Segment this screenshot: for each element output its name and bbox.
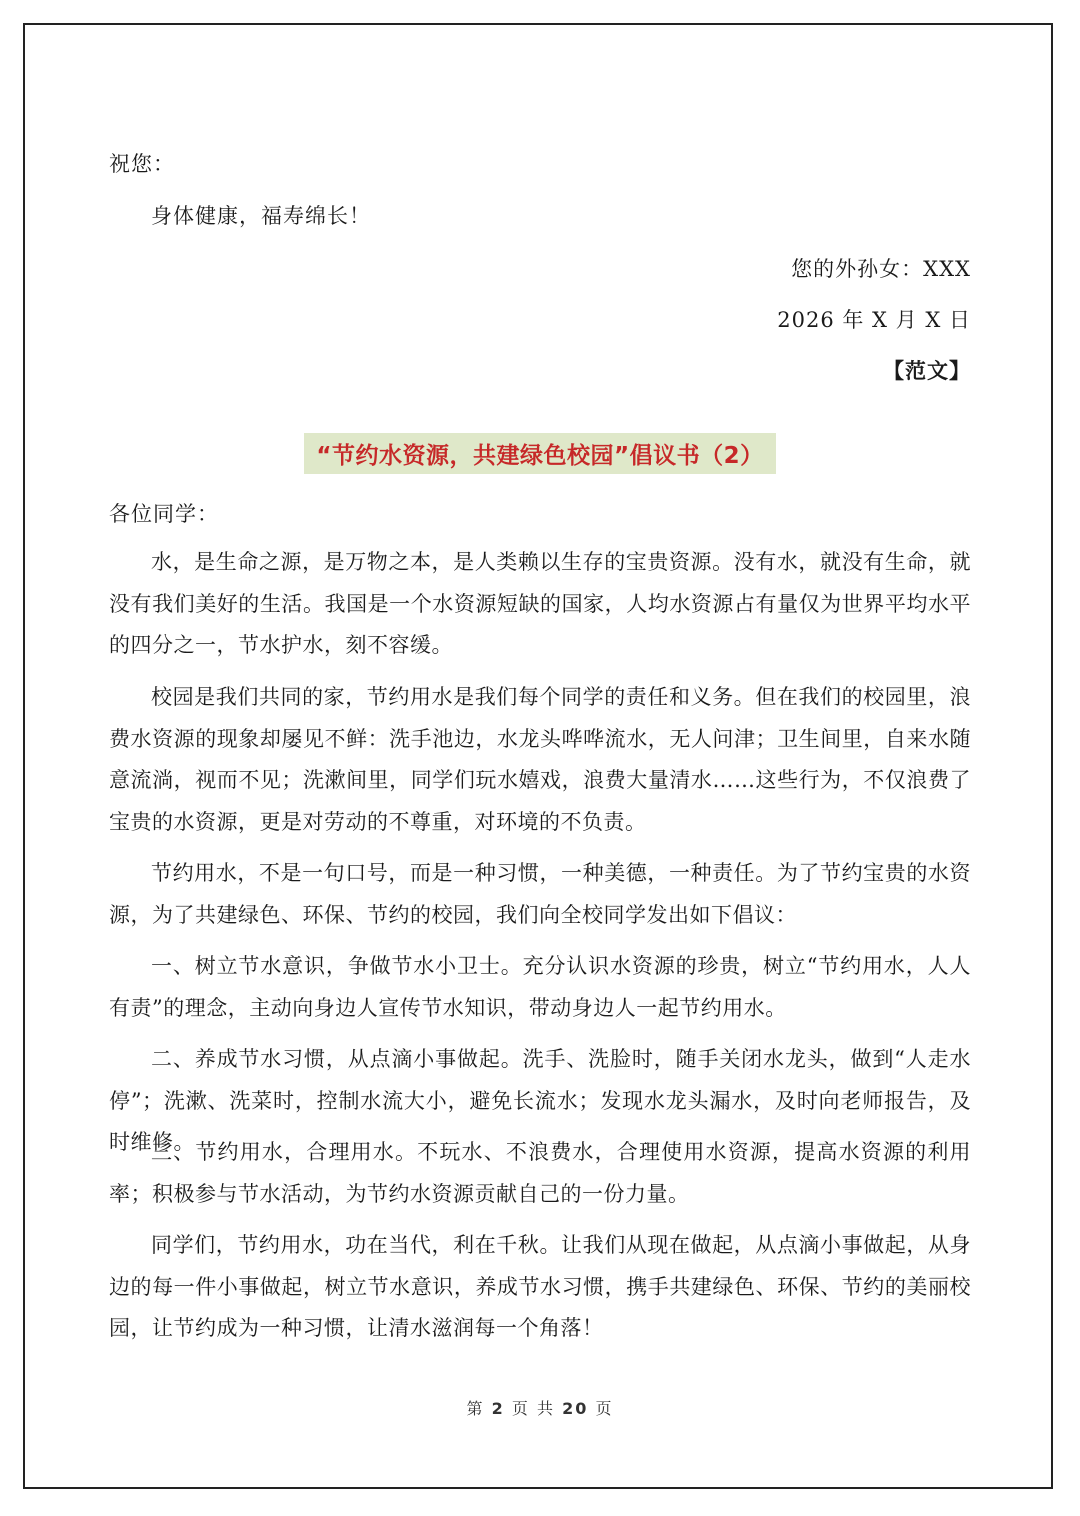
proposal-paragraph-3: 节约用水，不是一句口号，而是一种习惯，一种美德，一种责任。为了节约宝贵的水资源，为了共建绿色、环保、节约的校园，我们向全校同学发出如下倡议：	[109, 861, 971, 927]
page-footer	[0, 1396, 1080, 1419]
footer-suffix: 页	[595, 1399, 614, 1418]
letter-wish: 身体健康，福寿绵长！	[151, 204, 371, 228]
proposal-paragraph-6: 三、节约用水，合理用水。不玩水、不浪费水，合理使用水资源，提高水资源的利用率；积极参与节水活动，为节约水资源贡献自己的一份力量。	[109, 1140, 971, 1206]
proposal-paragraph-2: 校园是我们共同的家，节约用水是我们每个同学的责任和义务。但在我们的校园里，浪费水资源的现象却屡见不鲜：洗手池边，水龙头哗哗流水，无人问津；卫生间里，自来水随意流淌，视而不见；洗漱间里，同学们玩水嬉戏，浪费大量清水……这些行为，不仅浪费了宝贵的水资源，更是对劳动的不尊重，对环境的不负责。	[109, 685, 971, 834]
proposal-paragraph-5: 二、养成节水习惯，从点滴小事做起。洗手、洗脸时，随手关闭水龙头，做到“人走水停”；洗漱、洗菜时，控制水流大小，避免长流水；发现水龙头漏水，及时向老师报告，及时维修。	[109, 1047, 971, 1154]
proposal-paragraph-4: 一、树立节水意识，争做节水小卫士。充分认识水资源的珍贵，树立“节约用水，人人有责”的理念，主动向身边人宣传节水知识，带动身边人一起节约用水。	[109, 954, 971, 1020]
proposal-paragraph-7: 同学们，节约用水，功在当代，利在千秋。让我们从现在做起，从点滴小事做起，从身边的每一件小事做起，树立节水意识，养成节水习惯，携手共建绿色、环保、节约的美丽校园，让节约成为一种习惯，让清水滋润每一个角落！	[109, 1233, 971, 1340]
footer-prefix: 第	[466, 1399, 485, 1418]
proposal-title-row	[0, 433, 1080, 474]
footer-current-page: 2	[491, 1399, 505, 1418]
letter-signature: 您的外孙女：XXX	[791, 257, 971, 281]
sample-label: 【范文】	[883, 359, 971, 383]
proposal-greeting: 各位同学：	[109, 502, 219, 526]
proposal-paragraph-1: 水，是生命之源，是万物之本，是人类赖以生存的宝贵资源。没有水，就没有生命，就没有我们美好的生活。我国是一个水资源短缺的国家，人均水资源占有量仅为世界平均水平的四分之一，节水护水，刻不容缓。	[109, 550, 971, 657]
proposal-title: “节约水资源，共建绿色校园”倡议书（2）	[304, 433, 775, 474]
footer-middle: 页 共	[511, 1399, 555, 1418]
footer-total-pages: 20	[562, 1399, 589, 1418]
letter-salutation: 祝您：	[109, 152, 175, 176]
letter-date: 2026 年 X 月 X 日	[777, 308, 971, 332]
